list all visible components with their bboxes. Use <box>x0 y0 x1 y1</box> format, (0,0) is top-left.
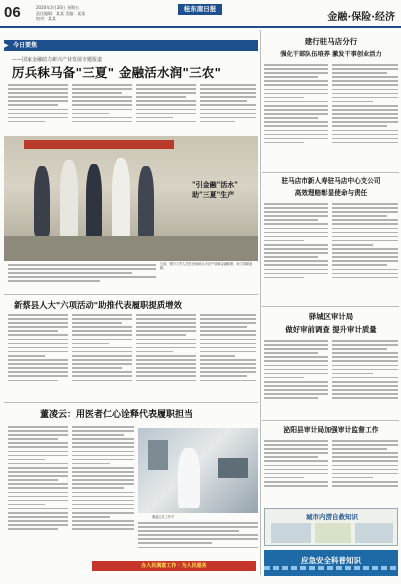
section-3-col-2 <box>72 426 134 558</box>
lead-headline: 厉兵秣马备"三夏" 金融活水润"三农" <box>12 65 222 80</box>
right-story-2-subtitle: 高效理赔彰显使命与责任 <box>294 189 368 197</box>
infographic-title: 城市内涝自救知识 <box>306 513 358 521</box>
section-3-title: 董凌云：用医者仁心诠释代表履职担当 <box>40 410 194 420</box>
person-figure <box>86 164 102 240</box>
person-figure <box>34 166 50 236</box>
section-3-photo-caption: 董凌云在工作中 <box>152 515 175 519</box>
column-rule <box>260 30 261 575</box>
divider <box>262 306 399 307</box>
lab-equipment <box>218 458 248 478</box>
bottom-slogan: 办人民满意工作 · 为人民服务 <box>92 561 256 571</box>
lead-body-col-1 <box>8 84 68 132</box>
divider <box>4 402 258 403</box>
page-number: 06 <box>4 4 21 21</box>
right-story-3-title: 驿城区审计局 <box>308 312 354 321</box>
lead-continuation <box>8 264 156 290</box>
section-2-col-3 <box>136 314 196 400</box>
right-story-1-title <box>264 36 398 47</box>
masthead-rule <box>0 26 401 28</box>
divider <box>262 172 399 173</box>
right-story-1-subtitle: 强化干部队伍培养 激发干事创业活力 <box>280 51 382 58</box>
section-2-col-2 <box>72 314 132 400</box>
right-story-4-title: 泌阳县审计局加强审计监督工作 <box>283 426 379 434</box>
person-figure <box>60 160 78 240</box>
person-figure <box>178 448 200 508</box>
right-story-2-col-2 <box>332 203 398 301</box>
section-2-title: 新蔡县人大"六项活动"助推代表履职提质增效 <box>14 300 182 310</box>
right-story-3-col-1 <box>264 340 328 416</box>
right-story-1-col-2 <box>332 64 398 168</box>
divider <box>262 420 399 421</box>
right-story-4-col-2 <box>332 440 398 502</box>
urban-flood-infographic <box>264 508 398 546</box>
infographic-panel <box>355 523 393 543</box>
infographic-panel <box>315 523 351 543</box>
section-3-col-1 <box>8 426 68 558</box>
divider <box>4 294 258 295</box>
section-2-col-4 <box>200 314 256 400</box>
play-arrow-icon: ▶ <box>4 42 9 49</box>
photo-overlay-text <box>192 180 252 200</box>
masthead-date: 2020年3月20日 星期五 <box>36 5 80 10</box>
ad-title: 应急安全科普知识 <box>301 556 361 565</box>
section-2-col-1 <box>8 314 68 400</box>
masthead <box>0 0 401 28</box>
masthead-meta <box>36 5 136 22</box>
ad-decoration <box>264 566 398 570</box>
right-story-2-title: 驻马店市新人寿驻马店中心支公司 <box>281 177 381 185</box>
lead-body-col-2 <box>72 84 132 132</box>
masthead-proof: 校对：某某 <box>36 16 56 21</box>
right-story-1-col-1 <box>264 64 328 168</box>
photo-banner <box>24 140 174 149</box>
infographic-panel <box>271 523 311 543</box>
lead-body-col-3 <box>136 84 196 132</box>
section-3-photo <box>138 428 258 513</box>
section-3-col-3 <box>138 522 258 558</box>
photo-overlay-line-2: 助"三夏"生产 <box>192 190 235 199</box>
lead-photo-caption: 日前，银行工作人员在田间地头为农户讲解金融政策，助力春耕备耕。 <box>160 262 253 271</box>
right-story-2-col-1 <box>264 203 328 301</box>
person-figure <box>138 166 154 240</box>
lead-body-col-4 <box>200 84 256 132</box>
lab-equipment <box>148 440 168 470</box>
person-figure <box>112 158 130 240</box>
today-bar <box>4 40 258 51</box>
masthead-editor: 责任编辑：某某 美编：某某 <box>36 10 86 16</box>
photo-ground <box>4 236 258 261</box>
right-story-4-col-1 <box>264 440 328 502</box>
right-story-3-subtitle: 做好审前调查 提升审计质量 <box>285 325 377 334</box>
lead-subtitle: ——国家金融助力新兴产业发展专题报道 <box>12 57 103 63</box>
right-story-3-col-2 <box>332 340 398 416</box>
right-story-1-line-1: 建行驻马店分行 <box>304 37 358 46</box>
photo-overlay-line-1: "引金融"活水" <box>192 180 238 189</box>
section-title: 金融·保险·经济 <box>327 12 395 23</box>
today-label: 今日要焦 <box>13 42 38 49</box>
science-ad-banner <box>264 550 398 576</box>
paper-name: 桂东南日报 <box>178 4 222 15</box>
